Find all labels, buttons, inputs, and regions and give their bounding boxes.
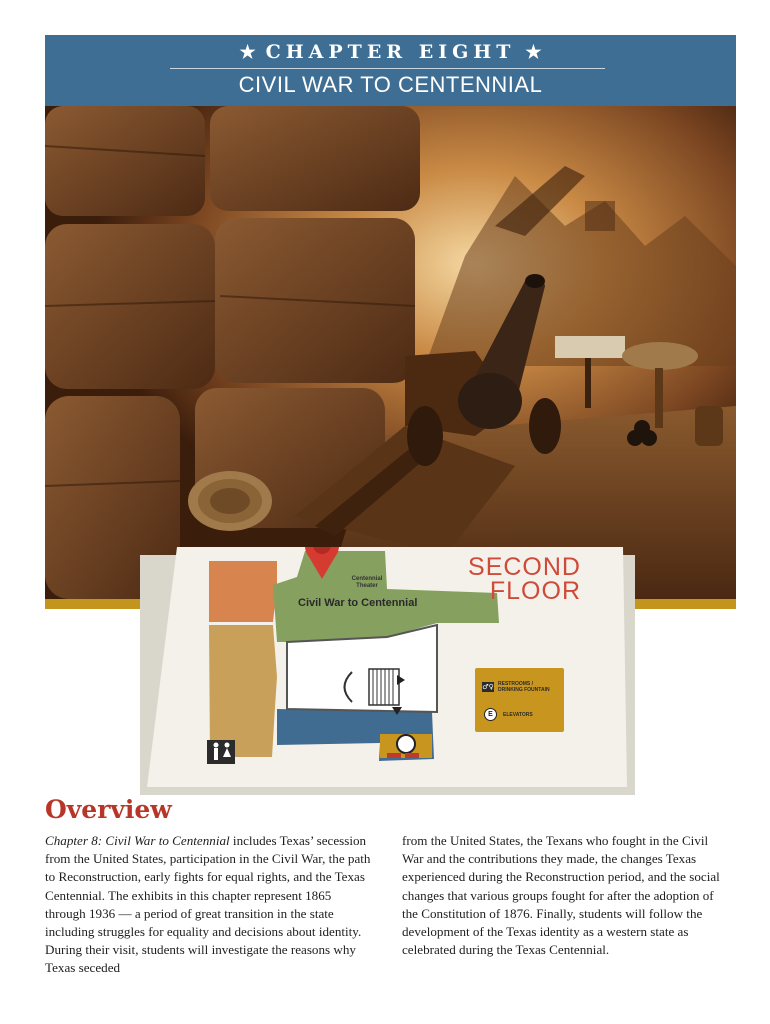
map-floor-title-line1: SECOND	[468, 553, 581, 581]
chapter-banner	[45, 35, 736, 106]
legend-restrooms-line2: DRINKING FOUNTAIN	[498, 687, 550, 693]
map-room-orange	[209, 561, 277, 622]
elevator-legend-icon: E	[484, 708, 497, 721]
theater-label-line1: Centennial	[351, 576, 383, 582]
exhibit-photo	[45, 106, 736, 599]
map-exhibit-label: Civil War to Centennial	[298, 597, 418, 609]
overview-text-1: includes Texas’ secession from the United States, participation in the Civil War, the path to Reconstruction, early fights for equal rights, and the Texas Centennial. The exhibits in this chapter represent 1865 through 1936 — a period of great transition in the state including struggles for equality and decisions about identity. During their visit, students will investigate the reasons why Texas seceded	[45, 833, 371, 976]
legend-restrooms	[498, 681, 550, 693]
star-icon: ★	[239, 42, 256, 63]
restroom-icon	[207, 740, 235, 764]
elevator-icon	[380, 734, 432, 758]
chapter-label: CHAPTER EIGHT	[265, 41, 516, 63]
chapter-heading	[45, 41, 736, 63]
legend-elevators: ELEVATORS	[503, 712, 533, 718]
overview-column-1	[45, 832, 375, 978]
map-legend	[475, 668, 564, 732]
legend-restrooms-line1: RESTROOMS /	[498, 681, 534, 687]
map-floor-title	[446, 555, 581, 603]
overview-text-2: from the United States, the Texans who fought in the Civil War and the contributions they made, the changes Texas experienced during the Reconstruction period, and the social changes that various groups fought for after the adoption of the Constitution of 1876. Finally, students will follow the development of the Texas identity as a western state as celebrated during the Texas Centennial.	[402, 833, 720, 958]
map-theater-label	[347, 576, 387, 590]
star-icon: ★	[525, 42, 542, 63]
overview-column-2	[402, 832, 732, 959]
map-floor-title-line2: FLOOR	[489, 577, 581, 605]
restroom-legend-icon: ♂♀	[482, 683, 494, 691]
chapter-reference: Chapter 8: Civil War to Centennial	[45, 833, 230, 848]
theater-label-line2: Theater	[356, 583, 378, 589]
cannon-exhibit-illustration	[45, 106, 736, 599]
overview-heading: Overview	[45, 795, 172, 824]
chapter-title: CIVIL WAR TO CENTENNIAL	[238, 72, 543, 97]
map-room-tan	[209, 625, 277, 757]
banner-divider	[170, 68, 605, 69]
